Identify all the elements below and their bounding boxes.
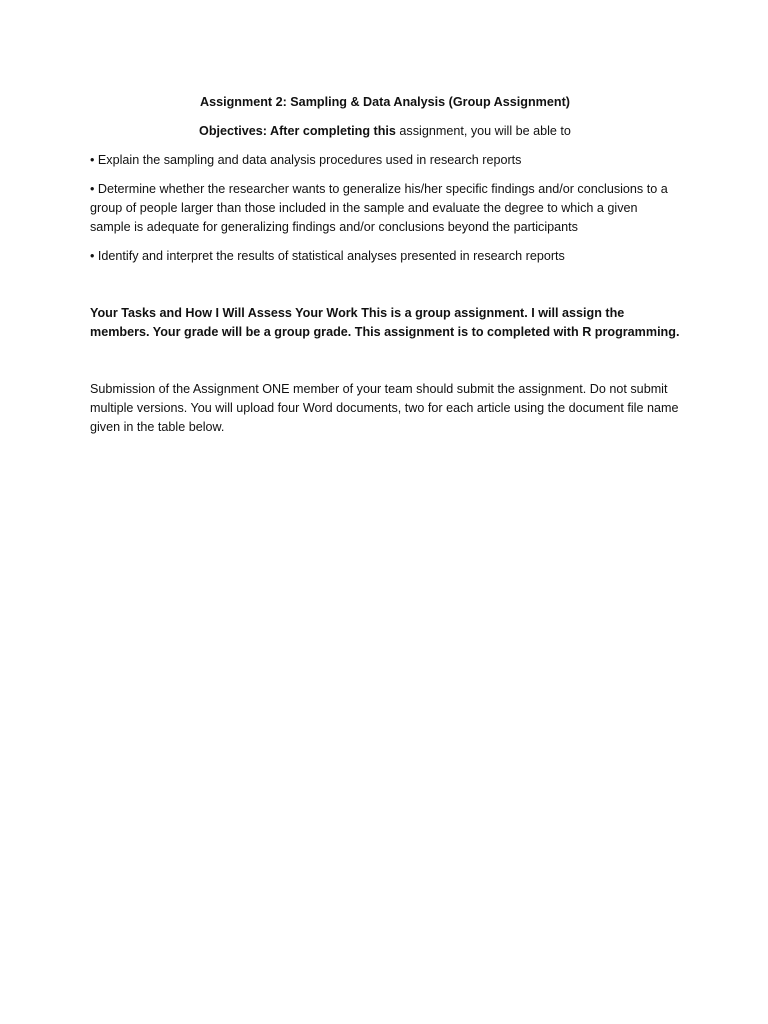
objective-bullet-sampling: • Explain the sampling and data analysis procedures used in research reports <box>90 153 522 167</box>
objectives-line <box>90 122 680 141</box>
objective-bullet-statistics: • Identify and interpret the results of statistical analyses presented in research reports <box>90 249 565 263</box>
document-title: Assignment 2: Sampling & Data Analysis (Group Assignment) <box>200 95 570 109</box>
objective-bullet-generalize: • Determine whether the researcher wants to generalize his/her specific findings and/or conclusions to a group of people larger than those included in the sample and evaluate the degree to which a given sample is adequate for generalizing findings and/or conclusions beyond the participants <box>90 182 668 234</box>
objectives-label: Objectives: After completing this <box>199 124 396 138</box>
document-body <box>90 93 680 437</box>
tasks-paragraph: Your Tasks and How I Will Assess Your Work This is a group assignment. I will assign the members. Your grade will be a group grade. This assignment is to completed with R programming. <box>90 306 680 339</box>
objectives-text: assignment, you will be able to <box>395 124 571 138</box>
submission-paragraph: Submission of the Assignment ONE member of your team should submit the assignment. Do not submit multiple versions. You will upload four Word documents, two for each article using the document file name given in the table below. <box>90 382 679 434</box>
